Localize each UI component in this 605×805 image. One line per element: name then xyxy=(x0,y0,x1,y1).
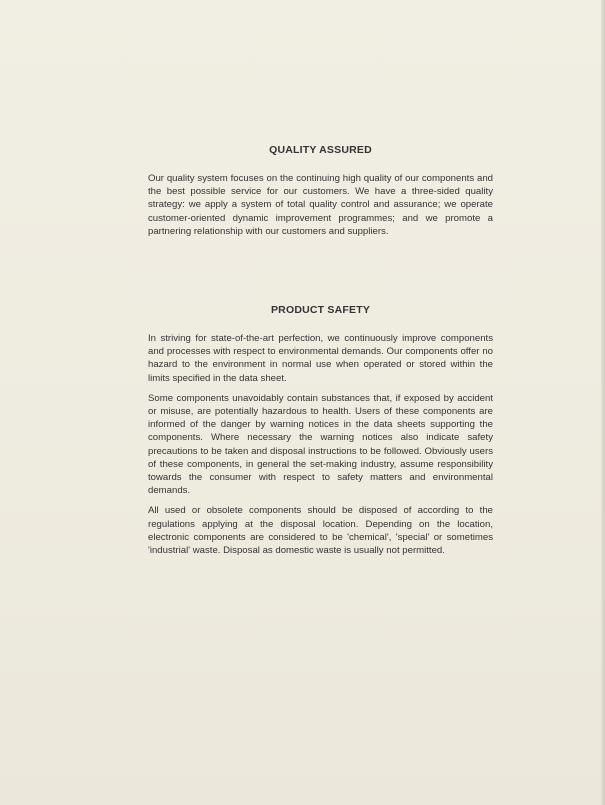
page-edge xyxy=(601,0,605,805)
product-safety-heading: PRODUCT SAFETY xyxy=(270,304,371,316)
quality-assured-paragraph: Our quality system focuses on the continuing high quality of our components and the best possible service for our customers. We have a three-sided quality strategy: we apply a system of total quality control and assurance; we operate customer-oriented dynamic improvement programmes; and we promote a partnering relationship with our customers and suppliers. xyxy=(148,173,493,237)
quality-assured-section xyxy=(148,144,493,238)
product-safety-paragraph-3: All used or obsolete components should be disposed of according to the regulations applying at the disposal location. Depending on the location, electronic components are considered to be 'chemical', 'special' or sometimes 'industrial' waste. Disposal as domestic waste is usually not permitted. xyxy=(148,505,493,557)
quality-assured-heading: QUALITY ASSURED xyxy=(269,144,372,156)
product-safety-paragraph-2: Some components unavoidably contain substances that, if exposed by accident or misuse, are potentially hazardous to health. Users of these components are informed of the danger by warning notices in the data sheets supporting the components. Where necessary the warning notices also indicate safety precautions to be taken and disposal instructions to be followed. Obviously users of these components, in general the set-making industry, assume responsibility towards the consumer with respect to safety matters and environmental demands. xyxy=(148,392,493,497)
product-safety-section xyxy=(148,304,493,557)
product-safety-paragraph-1: In striving for state-of-the-art perfection, we continuously improve components and processes with respect to environmental demands. Our components offer no hazard to the environment in normal use when operated or stored within the limits specified in the data sheet. xyxy=(148,333,493,384)
